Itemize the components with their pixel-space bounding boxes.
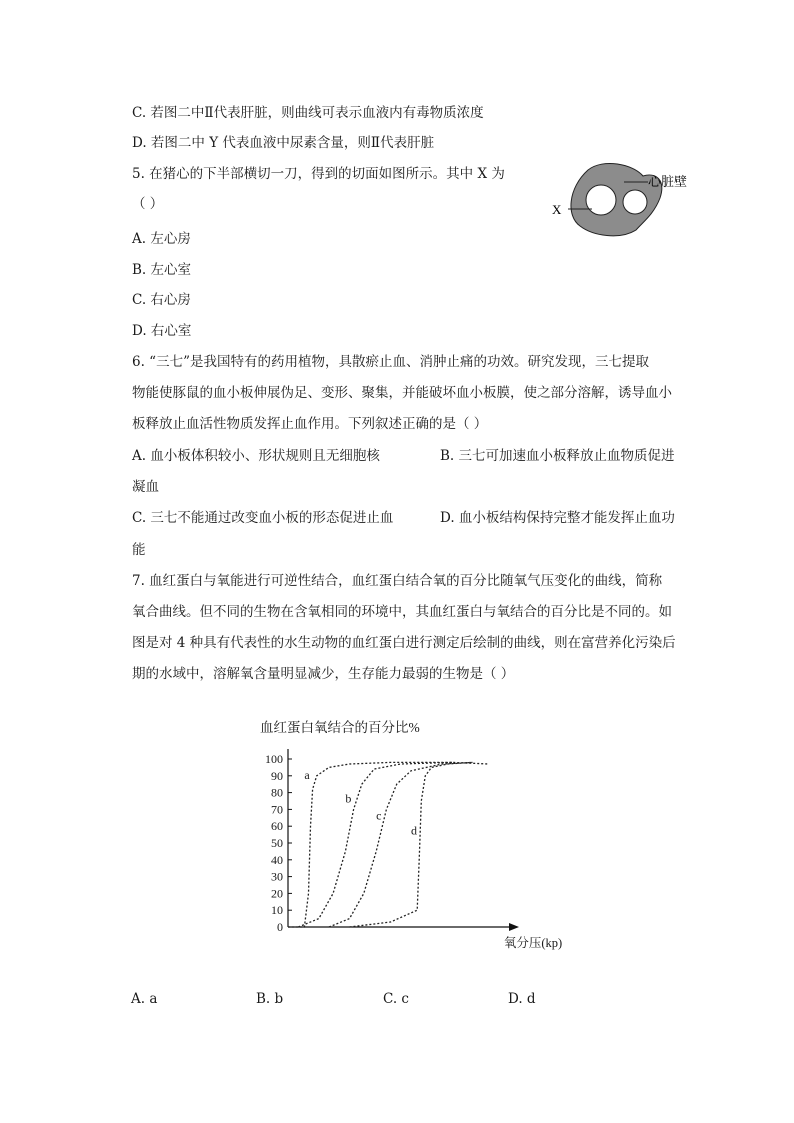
y-tick-label: 100 — [265, 752, 283, 766]
y-tick-label: 50 — [271, 836, 283, 850]
heart-cross-section-figure — [548, 160, 728, 240]
question-5-option-a[interactable]: A. 左心房 — [132, 231, 191, 247]
question-7-line-2: 氧合曲线。但不同的生物在含氧相同的环境中，其血红蛋白与氧结合的百分比是不同的。如 — [132, 604, 672, 620]
series-b-label: b — [345, 791, 352, 806]
y-tick-label: 30 — [271, 869, 283, 884]
cavity-right — [623, 190, 647, 214]
series-d-line — [350, 762, 473, 927]
question-5-option-c[interactable]: C. 右心房 — [132, 292, 191, 308]
y-tick-label: 80 — [271, 785, 283, 800]
cavity-x — [586, 185, 616, 215]
x-label: X — [552, 202, 562, 217]
question-6-option-d-cont: 能 — [132, 542, 146, 558]
question-7-option-c[interactable]: C. c — [383, 991, 409, 1007]
y-tick-label: 20 — [271, 886, 283, 901]
question-6-option-a[interactable]: A. 血小板体积较小、形状规则且无细胞核 — [132, 448, 380, 464]
question-6-option-c[interactable]: C. 三七不能通过改变血小板的形态促进止血 — [132, 510, 394, 526]
question-7-line-4: 期的水域中，溶解氧含量明显减少，生存能力最弱的生物是（ ） — [132, 666, 515, 682]
question-7-option-b[interactable]: B. b — [256, 991, 284, 1007]
y-tick-label: 70 — [271, 802, 283, 817]
y-tick-label: 40 — [271, 852, 283, 867]
x-axis-label: 氧分压(kp) — [503, 936, 563, 950]
question-7-option-d[interactable]: D. d — [508, 991, 536, 1007]
y-tick-label: 60 — [271, 819, 283, 834]
series-b-line — [298, 762, 452, 927]
question-5-option-b[interactable]: B. 左心室 — [132, 262, 192, 278]
x-axis-arrow — [509, 923, 519, 931]
y-tick-label: 10 — [271, 903, 283, 918]
question-7-line-3: 图是对 4 种具有代表性的水生动物的血红蛋白进行测定后绘制的曲线，则在富营养化污染后 — [132, 635, 676, 651]
y-tick-label: 90 — [271, 768, 283, 783]
question-7-option-a[interactable]: A. a — [131, 991, 158, 1007]
wall-label: 心脏壁 — [648, 174, 688, 189]
question-7-line-1: 7. 血红蛋白与氧能进行可逆性结合，血红蛋白结合氧的百分比随氧气压变化的曲线，简称 — [132, 573, 663, 589]
series-d-label: d — [411, 823, 417, 838]
chart-title: 血红蛋白氧结合的百分比% — [260, 720, 420, 735]
series-c-label: c — [376, 808, 382, 823]
option-line-d: D. 若图二中 Y 代表血液中尿素含量，则Ⅱ代表肝脏 — [132, 135, 435, 151]
question-6-line-1: 6. “三七”是我国特有的药用植物，具散瘀止血、消肿止痛的功效。研究发现，三七提取 — [132, 354, 649, 370]
question-6-option-b[interactable]: B. 三七可加速血小板释放止血物质促进 — [440, 448, 675, 464]
series-c-line — [329, 762, 473, 927]
question-5-bracket: （ ） — [132, 196, 164, 212]
series-a-label: a — [304, 768, 310, 783]
question-5-stem: 5. 在猪心的下半部横切一刀，得到的切面如图所示。其中 X 为 — [132, 166, 505, 182]
option-line-c: C. 若图二中Ⅱ代表肝脏，则曲线可表示血液内有毒物质浓度 — [132, 105, 484, 121]
oxygen-dissociation-chart — [240, 712, 563, 962]
y-tick-label: 0 — [277, 920, 283, 934]
series-a-line — [288, 762, 489, 927]
question-6-line-3: 板释放止血活性物质发挥止血作用。下列叙述正确的是（ ） — [132, 416, 488, 432]
question-6-option-b-cont: 凝血 — [132, 479, 159, 495]
question-5-option-d[interactable]: D. 右心室 — [132, 323, 192, 339]
question-6-option-d[interactable]: D. 血小板结构保持完整才能发挥止血功 — [440, 510, 675, 526]
question-6-line-2: 物能使豚鼠的血小板伸展伪足、变形、聚集，并能破坏血小板膜，使之部分溶解，诱导血小 — [132, 385, 672, 401]
